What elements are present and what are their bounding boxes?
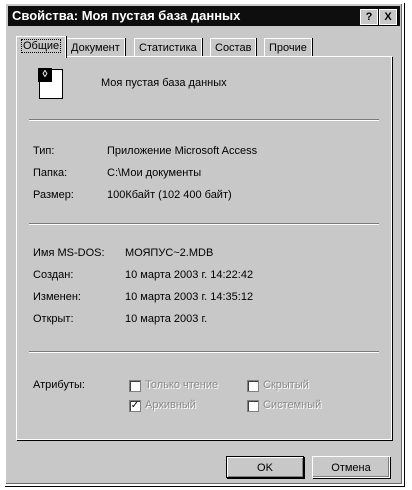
folder-value: C:\Мои документы [107, 167, 202, 179]
divider [29, 351, 379, 353]
divider [29, 119, 379, 121]
hidden-label: Скрытый [263, 379, 309, 391]
msdos-name-label: Имя MS-DOS: [33, 247, 105, 259]
tab-document[interactable]: Документ [66, 38, 125, 57]
modified-label: Изменен: [33, 291, 81, 303]
tab-statistics[interactable]: Статистика [134, 38, 202, 57]
size-label: Размер: [33, 189, 74, 201]
folder-label: Папка: [33, 167, 68, 179]
general-tab-panel [16, 56, 392, 440]
created-value: 10 марта 2003 г. 14:22:42 [125, 269, 254, 281]
msdos-name-value: МОЯПУС~2.MDB [125, 247, 214, 259]
system-label: Системный [263, 399, 322, 411]
attributes-label: Атрибуты: [33, 379, 85, 391]
check-mark-icon: ✓ [130, 400, 140, 411]
tab-contents[interactable]: Состав [210, 38, 256, 57]
readonly-label: Только чтение [145, 379, 219, 391]
tab-custom[interactable]: Прочие [264, 38, 312, 57]
access-database-icon: ◊ [39, 69, 63, 99]
readonly-checkbox[interactable] [129, 380, 141, 392]
hidden-checkbox[interactable] [247, 380, 259, 392]
opened-label: Открыт: [33, 313, 74, 325]
window-title: Свойства: Моя пустая база данных [12, 8, 241, 23]
file-name: Моя пустая база данных [101, 77, 227, 89]
cancel-button[interactable]: Отмена [312, 456, 390, 478]
size-value: 100Кбайт (102 400 байт) [107, 189, 232, 201]
type-label: Тип: [33, 145, 55, 157]
opened-value: 10 марта 2003 г. [125, 313, 208, 325]
archive-label: Архивный [145, 399, 196, 411]
modified-value: 10 марта 2003 г. 14:35:12 [125, 291, 254, 303]
properties-dialog [4, 2, 404, 486]
close-button[interactable]: X [379, 9, 397, 25]
archive-checkbox[interactable] [129, 400, 141, 412]
help-button[interactable]: ? [360, 9, 378, 25]
system-checkbox[interactable] [247, 400, 259, 412]
created-label: Создан: [33, 269, 74, 281]
type-value: Приложение Microsoft Access [107, 145, 258, 157]
divider [29, 223, 379, 225]
tab-general[interactable]: Общие [16, 36, 66, 58]
title-bar [8, 6, 400, 26]
ok-button[interactable]: OK [226, 456, 304, 478]
